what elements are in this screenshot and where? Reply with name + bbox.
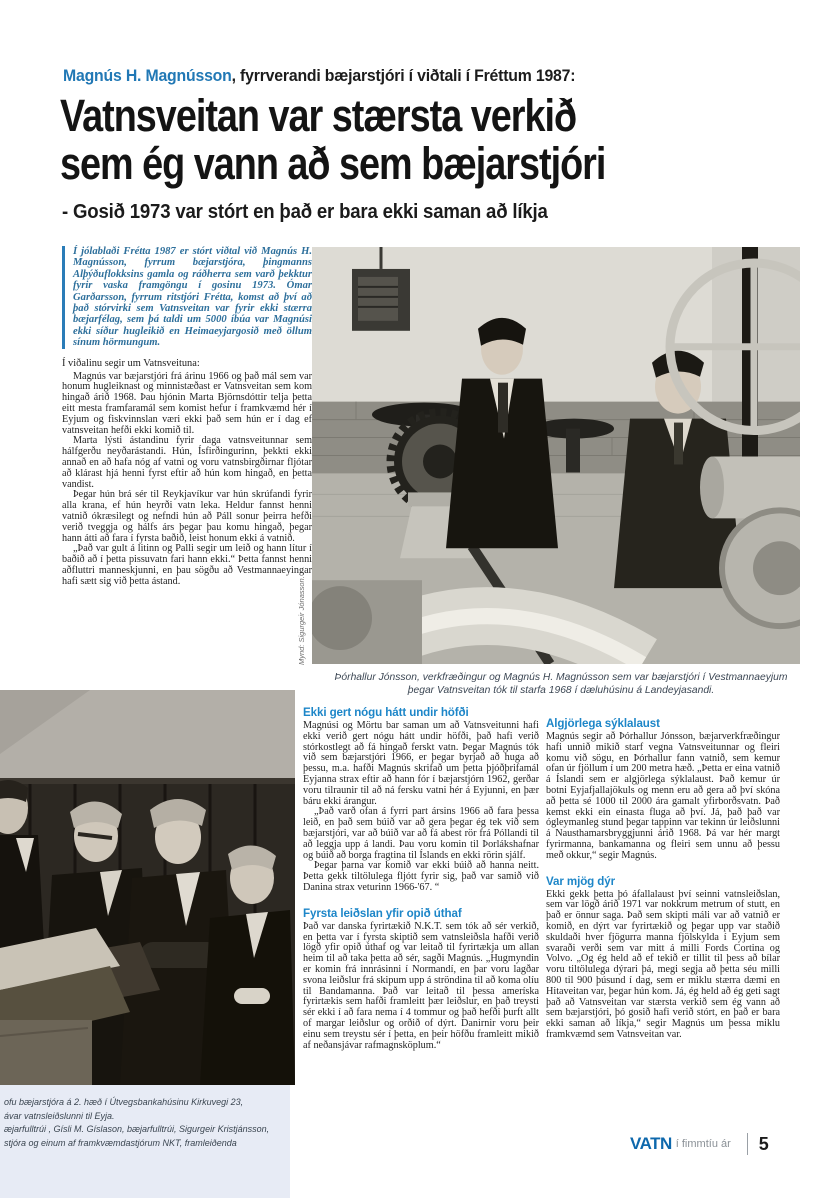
caption-line: stjóra og einum af framkvæmdastjórum NKT, framleiðenda xyxy=(4,1137,237,1148)
paragraph: Marta lýsti ástandinu fyrir daga vatnsveitunnar sem hálfgerðu neyðarástandi. Hún, Ísfirðingurinn, þekkti ekki annað en að hafa nóg af vatni og voru vatnsbirgðirnar fljótar að klárast hjá henni fyrst eftir að hún kom hingað, en þetta vandist. xyxy=(62,435,312,490)
paragraph: Það var danska fyrirtækið N.K.T. sem tók að sér verkið, en þetta var í fyrsta skiptið sem vatnsleiðsla hafði verið lögð yfir opið úthaf og var leitað til fyrirtækja um allan heim til að taka þetta að sér, sagði Magnús. „Hugmyndin er komin frá innrásinni í Normandí, en þar voru lagðar svona leiðslur frá skipum upp á ströndina til að koma olíu til Bandamanna. Það var leitað til þessa ameríska fyrirtækis sem hafði framleitt þær leiðslur, en það treysti sér ekki í að fara nema í 4 tommur og það hefði þurft allt of margar leiðslur og orðið of dýrt. Danirnir voru þeir einu sem treystu sér í þetta, en þeir höfðu framleitt mikið af neðansjávar rafmagnsköplum.“ xyxy=(303,920,539,1051)
main-photo-illustration xyxy=(312,247,800,664)
caption-line: ofu bæjarstjóra á 2. hæð í Útvegsbankahúsinu Kirkuvegi 23, xyxy=(4,1097,244,1107)
caption-line: ávar vatnsleiðslunni til Eyja. xyxy=(4,1110,115,1121)
paragraph: „Það varð ofan á fyrri part ársins 1966 að fara þessa leið, en það sem búið var að gera þegar ég tek við sem bæjarstjóri, var að búið var að fá abest rör frá Póllandi til að leggja upp á landi. Þau voru komin til Þorlákshafnar og búið að borga fragtina til Íslands en ekki rörin sjálf. xyxy=(303,806,539,861)
paragraph: Þegar þarna var komið var ekki búið að hanna neitt. Þetta gekk tiltölulega fljótt fyrir sig, það var samið við Danina strax veturinn 1966-'67. “ xyxy=(303,860,539,893)
headline xyxy=(60,92,605,188)
section-body xyxy=(303,721,539,894)
section-heading: Algjörlega sýklalaust xyxy=(546,717,660,730)
headline-line1: Vatnsveitan var stærsta verkið xyxy=(60,90,577,141)
middle-column xyxy=(303,706,539,1051)
paragraph: Magnús segir að Þórhallur Jónsson, bæjarverkfræðingur hafi unnið mikið starf vegna Vatnsveitunnar og fleiri komu við sögu, en Þórhallur fann vatnið, sem kemur ofan úr fjöllum í um 200 metra hæð. „Þetta er eina vatnið á Íslandi sem er algjörlega sýklalaust. Það kemur úr botni Eyjafjallajökuls og menn eru að gera að því skóna að þetta sé 1000 til 2000 ára gamalt yfirborðsvatn. Það kemst ekki ein einasta fluga að því. Já, það það var ógleymanleg stund þegar tappinn var tekinn úr leiðslunni á Nausthamarsbryggjunni árið 1968. Þá var hér margt fyrirmanna, bankamanna og fleiri sem unnu að þessu með okkur,“ segir Magnús. xyxy=(546,731,780,861)
left-column-body xyxy=(62,372,312,588)
bottom-photo-illustration xyxy=(0,690,295,1085)
section-heading: Fyrsta leiðslan yfir opið úthaf xyxy=(303,906,462,920)
kicker-name: Magnús H. Magnússon xyxy=(63,66,232,85)
paragraph: Magnús var bæjarstjóri frá árinu 1966 og það mál sem var honum hugleiknast og minnistæðast er Vatnsveitan sem kom hingað árið 1968. Þau hjónin Marta Björnsdóttir telja þetta eitt mesta framfaramál sem komist hefur í framkvæmd hér í Eyjum og fiskvinnslan væri ekki það sem hún er í dag ef vatnsveitan hefði ekki komið til. xyxy=(62,370,312,436)
page-footer xyxy=(630,1131,790,1157)
page-number: 5 xyxy=(758,1133,769,1154)
section-body xyxy=(303,922,539,1052)
kicker-rest: , fyrrverandi bæjarstjóri í viðtali í Fréttum 1987: xyxy=(231,66,576,85)
paragraph: Magnúsi og Mörtu bar saman um að Vatnsveitunni hafi ekki verið gert nógu hátt undir höfði, það hafi verið stórkostlegt að fá hingað ferskt vatn. Þegar Magnús tók við sem bæjarstjóri 1966, er þegar byrjað að huga að þessu, m.a. hafði Magnús skrifað um þetta þjóðþrifamál Eyjanna strax eftir að hann fór í bæjarstjórn 1962, gerðar voru tilraunir til að ná fersku vatni hér á Eyjunni, en þær báru ekki árangur. xyxy=(303,720,539,807)
footer-brand-suffix: í fimmtíu ár xyxy=(675,1138,731,1150)
bottom-photo-caption xyxy=(0,1085,290,1150)
paragraph: Ekki gekk þetta þó áfallalaust því seinni vatnsleiðslan, sem var lögð árið 1971 var nokkrum metrum of stutt, en það er önnur saga. Það sem skipti máli var að vatnið er komið, en dýrt var fyrirtækið og þegar upp var staðið skuldaði hver fjögurra manna fjölskylda í Eyjum sem svaraði verði sem var mitt á milli Fords Cortina og Volvo. „Og ég held að ef tekið er tillit til þess að bílar voru tiltölulega dýrari þá, megi segja að þetta séu milli 800 til 900 þúsund í dag, sem er miklu stærra dæmi en Hitaveitan var, þegar hún kom. Já, ég held að ég geti sagt það að Vatnsveitan var stærsta verkið sem ég vann að sem bæjarstjóri, þó gosið hafi verið stórt, en það er bara ekki saman að líkja,“ segir Magnús um þessa miklu framkvæmd sem Vatnsveitan var. xyxy=(546,888,780,1040)
bottom-photo-meeting xyxy=(0,690,295,1085)
main-photo-pumphouse xyxy=(312,247,800,664)
intro-paragraph: Í jólablaði Frétta 1987 er stórt viðtal við Magnús H. Magnússon, fyrrum bæjarstjóra, þingmanns Alþýðuflokksins gamla og ráðherra sem varð þekktur fyrir vaska framgöngu í gosinu 1973. Ómar Garðarsson, fyrrum ritstjóri Frétta, komst að því að það stórvirki sem Vatnsveitan var fyrir ekki stærra bæjarfélag, sem þá taldi um 5000 íbúa var Magnúsi ekki síður hugleikið en Heimaeyjargosið með öllum sínum hörmungum. xyxy=(62,246,312,349)
paragraph: Þegar hún brá sér til Reykjavíkur var hún skrúfandi fyrir alla krana, ef hún heyrði vatn leka. Heldur fannst henni vatnið ókræsilegt og nefndi hún að Páll sonur þeirra hefði verið tveggja og hálfs árs þegar þau komu hingað, þegar hann átti að fara í fyrsta baðið, leist honum ekki á vatnið. xyxy=(62,489,312,544)
section-heading: Ekki gert nógu hátt undir höfði xyxy=(303,706,469,719)
footer-divider xyxy=(747,1133,748,1155)
section-heading: Var mjög dýr xyxy=(546,874,616,888)
headline-line2: sem ég vann að sem bæjarstjóri xyxy=(60,138,606,189)
right-column xyxy=(546,717,780,1041)
lead-in-line: Í viðalinu segir um Vatnsveituna: xyxy=(62,357,200,369)
section-body xyxy=(546,732,780,862)
left-column xyxy=(62,246,312,588)
photo-credit: Mynd: Sigurgeir Jónasson. xyxy=(297,576,306,665)
subtitle: - Gosið 1973 var stórt en það er bara ekki saman að líkja xyxy=(62,201,548,223)
main-photo-caption: Þórhallur Jónsson, verkfræðingur og Magnús H. Magnússon sem var bæjarstjóri í Vestmannaeyjum þegar Vatnsveitan tók til starfa 1968 í dæluhúsinu á Landeyjasandi. xyxy=(334,672,788,696)
section-body xyxy=(546,890,780,1041)
caption-line: æjarfulltrúi , Gísli M. Gíslason, bæjarfulltrúi, Sigurgeir Kristjánsson, xyxy=(4,1124,270,1134)
footer-brand: VATN xyxy=(630,1134,672,1153)
kicker xyxy=(63,66,575,86)
bottom-caption-box xyxy=(0,1085,290,1198)
paragraph: „Það var gult á litinn og Palli segir um leið og hann lítur í baðið að í þetta pissuvatn fari hann ekki.“ Þetta fannst henni aðfluttri manneskjunni, en þau sögðu að Vestmannaeyingar hafi sætt sig við þetta ástand. xyxy=(62,543,312,587)
